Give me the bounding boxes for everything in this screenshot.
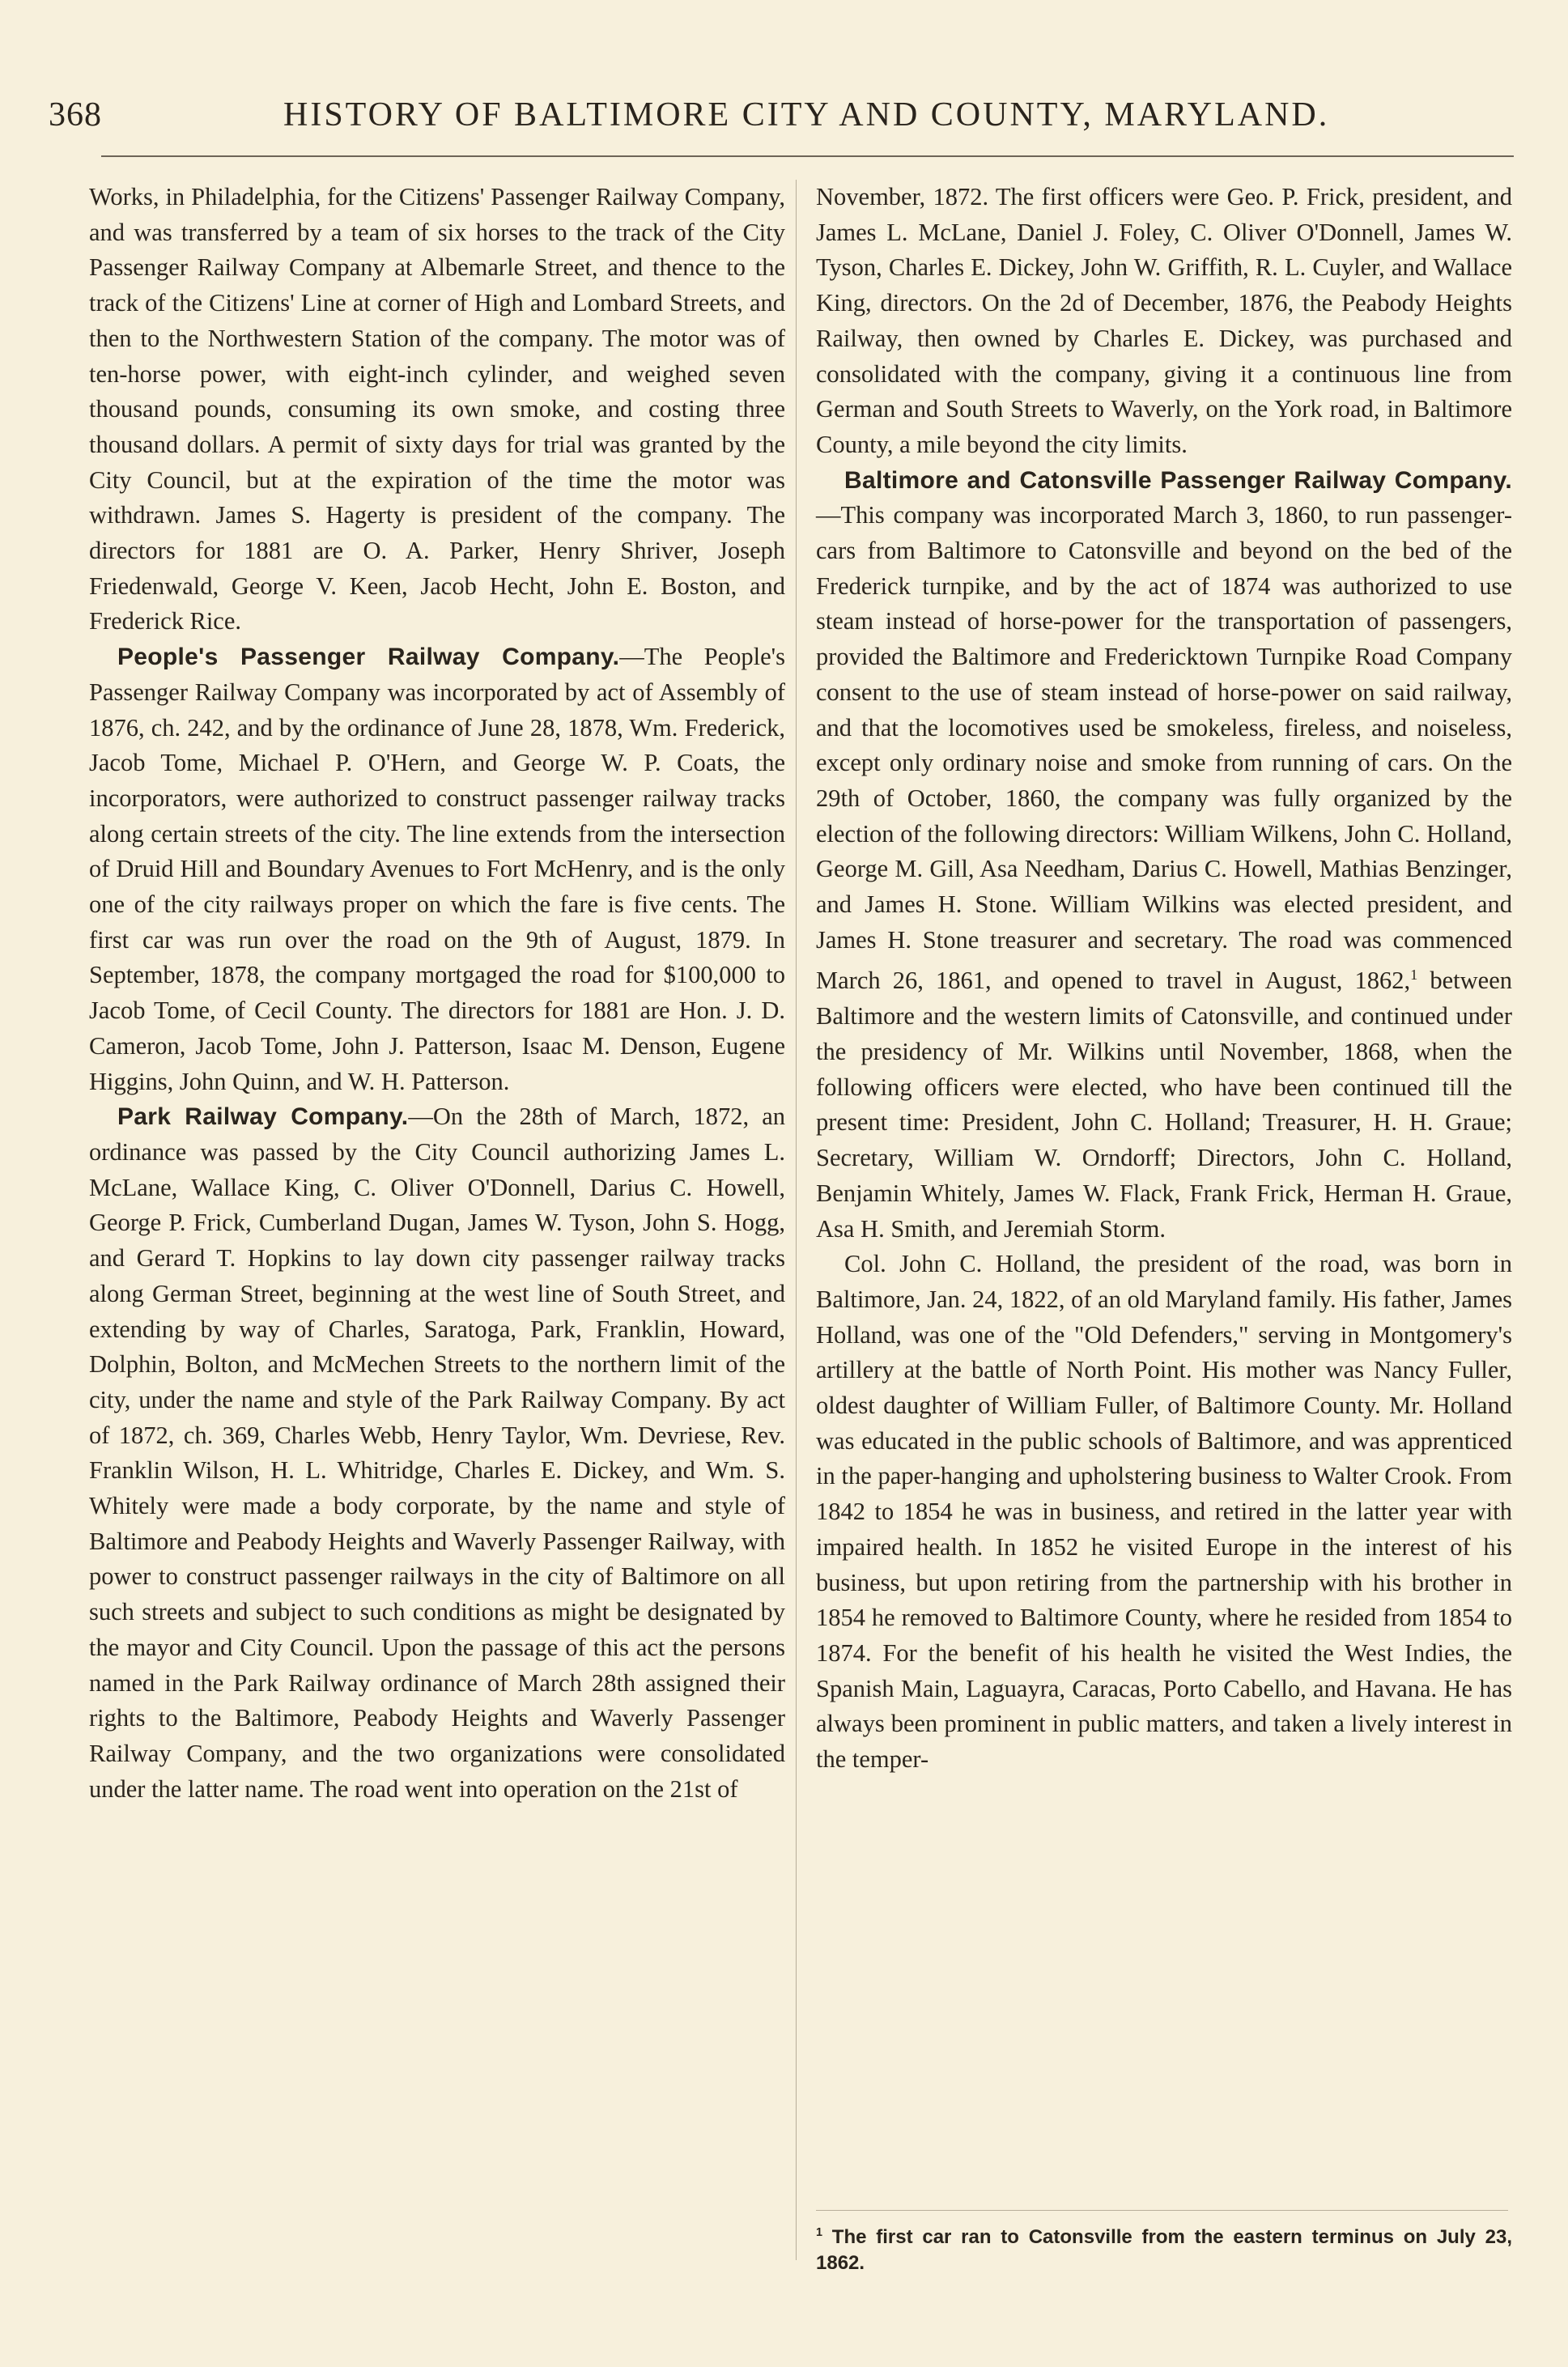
paragraph	[89, 1099, 785, 1807]
paragraph	[89, 640, 785, 1099]
paragraph: November, 1872. The first officers were Geo. P. Frick, president, and James L. McLane, Daniel J. Foley, C. Oliver O'Donnell, James W. Tyson, Charles E. Dickey, John W. Griffith, R. L. Cuyler, and Wallace King, directors. On the 2d of December, 1876, the Peabody Heights Railway, then owned by Charles E. Dickey, was purchased and consolidated with the company, giving it a continuous line from German and South Streets to Waverly, on the York road, in Baltimore County, a mile beyond the city limits.	[816, 183, 1512, 458]
paragraph-text: —The People's Passenger Railway Company was incorporated by act of Assembly of 1876, ch. 242, and by the ordinance of June 28, 1878, Wm. Frederick, Jacob Tome, Michael P. O'Hern, and George W. P. Coats, the incorporators, were authorized to construct passenger railway tracks along certain streets of the city. The line extends from the intersection of Druid Hill and Boundary Avenues to Fort McHenry, and is the only one of the city railways proper on which the fare is five cents. The first car was run over the road on the 9th of August, 1879. In September, 1878, the company mortgaged the road for $100,000 to Jacob Tome, of Cecil County. The directors for 1881 are Hon. J. D. Cameron, Jacob Tome, John J. Patterson, Isaac M. Denson, Eugene Higgins, John Quinn, and W. H. Patterson.	[89, 643, 785, 1095]
column-divider	[796, 180, 797, 2260]
paragraph-text: between Baltimore and the western limits of Catonsville, and continued under the presidency of Mr. Wilkins until November, 1868, when the following officers were elected, who have been continued till the present time: President, John C. Holland; Treasurer, H. H. Graue; Secretary, William W. Orndorff; Directors, John C. Holland, Benjamin Whitely, James W. Flack, Frank Frick, Herman H. Graue, Asa H. Smith, and Jeremiah Storm.	[816, 967, 1512, 1243]
footnote-rule	[816, 2210, 1508, 2211]
paragraph: Works, in Philadelphia, for the Citizens' Passenger Railway Company, and was transferred by a team of six horses to the track of the City Passenger Railway Company at Albemarle Street, and thence to the track of the Citizens' Line at corner of High and Lombard Streets, and then to the Northwestern Station of the company. The motor was of ten-horse power, with eight-inch cylinder, and weighed seven thousand pounds, consuming its own smoke, and costing three thousand dollars. A permit of sixty days for trial was granted by the City Council, but at the expiration of the time the motor was withdrawn. James S. Hagerty is president of the company. The directors for 1881 are O. A. Parker, Henry Shriver, Joseph Friedenwald, George V. Keen, Jacob Hecht, John E. Boston, and Frederick Rice.	[89, 183, 785, 635]
section-heading: Park Railway Company.	[117, 1103, 409, 1131]
left-column	[89, 180, 785, 1807]
footnote-text: The first car ran to Catonsville from the eastern terminus on July 23, 1862.	[816, 2226, 1512, 2274]
footnote-reference: 1	[1410, 967, 1418, 984]
footnote-number: 1	[816, 2226, 823, 2239]
paragraph-text: —This company was incorporated March 3, 1860, to run passenger-cars from Baltimore to Catonsville and beyond on the bed of the Frederick turnpike, and by the act of 1874 was authorized to use steam instead of horse-power for the transportation of passengers, provided the Baltimore and Fredericktown Turnpike Road Company consent to the use of steam instead of horse-power on said railway, and that the locomotives used be smokeless, fireless, and noiseless, except only ordinary noise and smoke from running of cars. On the 29th of October, 1860, the company was fully organized by the election of the following directors: William Wilkens, John C. Holland, George M. Gill, Asa Needham, Darius C. Howell, Mathias Benzinger, and James H. Stone. William Wilkins was elected president, and James H. Stone treasurer and secretary. The road was commenced March 26, 1861, and opened to travel in August, 1862,	[816, 501, 1512, 995]
section-heading: People's Passenger Railway Company.	[117, 644, 620, 671]
right-column	[816, 180, 1512, 1778]
page-header	[49, 96, 1506, 144]
header-rule	[101, 155, 1514, 157]
paragraph: Col. John C. Holland, the president of the road, was born in Baltimore, Jan. 24, 1822, of an old Maryland family. His father, James Holland, was one of the "Old Defenders," serving in Montgomery's artillery at the battle of North Point. His mother was Nancy Fuller, oldest daughter of William Fuller, of Baltimore County. Mr. Holland was educated in the public schools of Baltimore, and was apprenticed in the paper-hanging and upholstering business to Walter Crook. From 1842 to 1854 he was in business, and retired in the latter year with impaired health. In 1852 he visited Europe in the interest of his business, but upon retiring from the partnership with his brother in 1854 he removed to Baltimore County, where he resided from 1854 to 1874. For the benefit of his health he visited the West Indies, the Spanish Main, Laguayra, Caracas, Porto Cabello, and Havana. He has always been prominent in public matters, and taken a lively interest in the temper-	[816, 1250, 1512, 1774]
page-number: 368	[49, 96, 102, 134]
section-heading: Baltimore and Catonsville Passenger Railway Company.	[844, 466, 1512, 494]
footnote	[816, 2220, 1512, 2276]
paragraph-text: —On the 28th of March, 1872, an ordinance was passed by the City Council authorizing James L. McLane, Wallace King, C. Oliver O'Donnell, Darius C. Howell, George P. Frick, Cumberland Dugan, James W. Tyson, John S. Hogg, and Gerard T. Hopkins to lay down city passenger railway tracks along German Street, beginning at the west line of South Street, and extending by way of Charles, Saratoga, Park, Franklin, Howard, Dolphin, Bolton, and McMechen Streets to the northern limit of the city, under the name and style of the Park Railway Company. By act of 1872, ch. 369, Charles Webb, Henry Taylor, Wm. Devriese, Rev. Franklin Wilson, H. L. Whitridge, Charles E. Dickey, and Wm. S. Whitely were made a body corporate, by the name and style of Baltimore and Peabody Heights and Waverly Passenger Railway, with power to construct passenger railways in the city of Baltimore on all such streets and subject to such conditions as might be designated by the mayor and City Council. Upon the passage of this act the persons named in the Park Railway ordinance of March 28th assigned their rights to the Baltimore, Peabody Heights and Waverly Passenger Railway Company, and the two organizations were consolidated under the latter name. The road went into operation on the 21st of	[89, 1103, 785, 1803]
paragraph	[816, 463, 1512, 1247]
running-title: HISTORY OF BALTIMORE CITY AND COUNTY, MARYLAND.	[283, 96, 1330, 134]
